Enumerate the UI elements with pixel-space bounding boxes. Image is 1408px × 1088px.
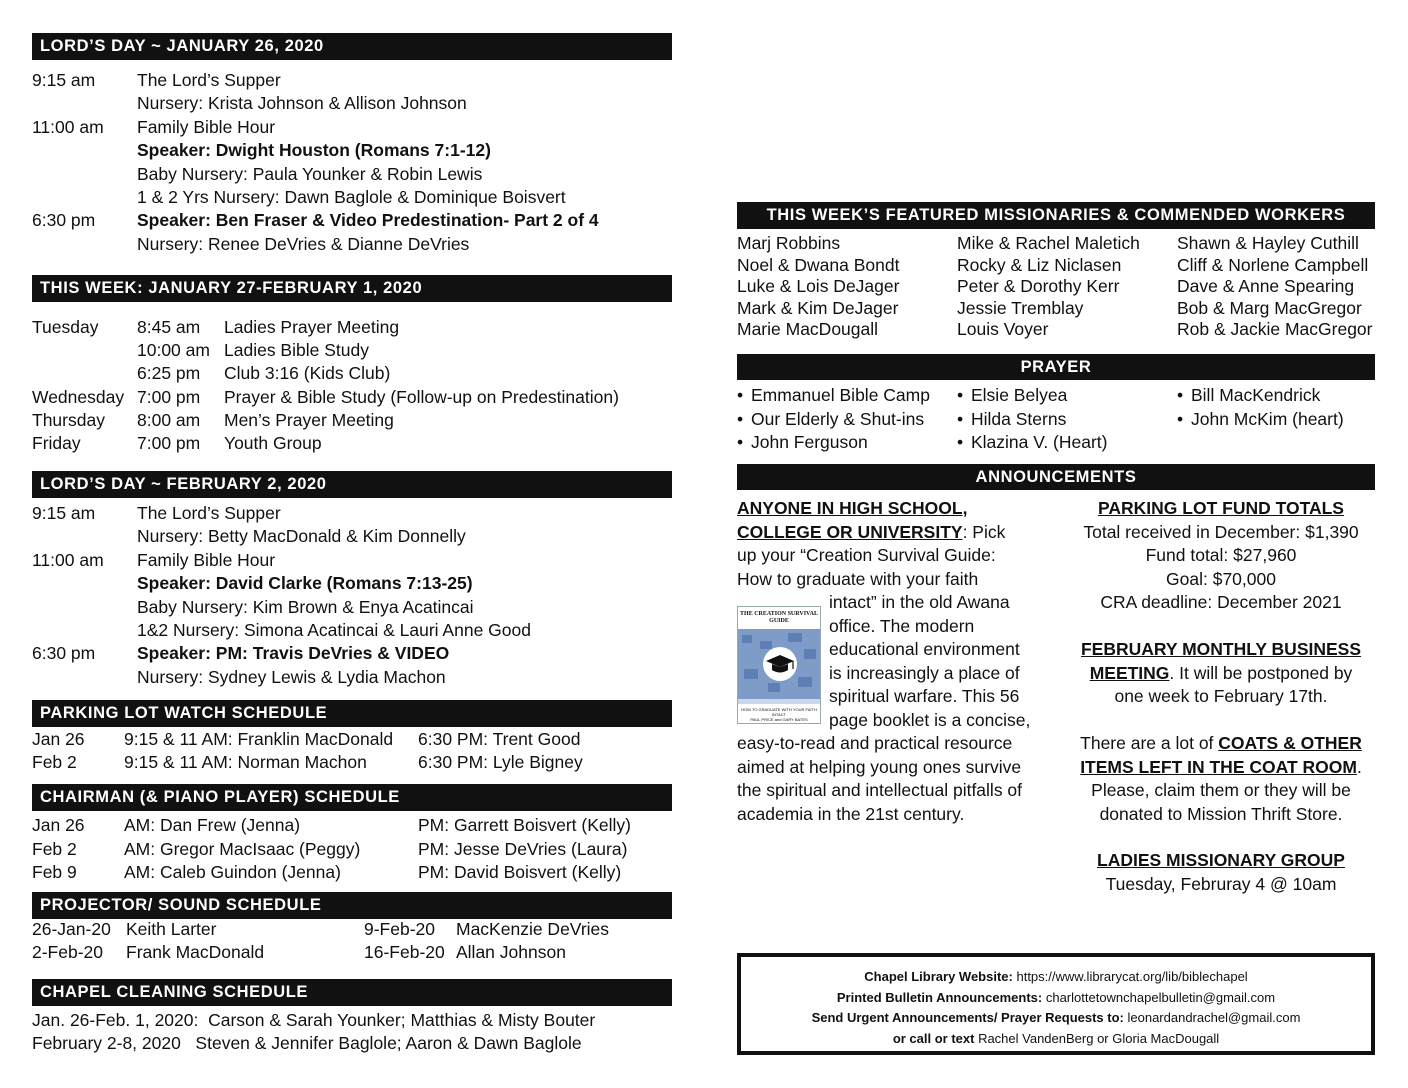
missionary-name: Jessie Tremblay xyxy=(957,297,1084,318)
chairman-pm: PM: David Boisvert (Kelly) xyxy=(418,862,622,882)
prayer-item: • Our Elderly & Shut-ins xyxy=(737,408,930,432)
parking-fund-line: CRA deadline: December 2021 xyxy=(1100,592,1342,612)
highschool-line: office. The modern xyxy=(829,615,975,636)
chairman-date: Feb 9 xyxy=(32,862,77,882)
parking-watch-header: PARKING LOT WATCH SCHEDULE xyxy=(32,700,672,727)
schedule-time: 6:30 pm xyxy=(32,210,96,231)
book-authors: PAUL PRICE and GARY BATES xyxy=(738,717,820,724)
chairman-header: CHAIRMAN (& PIANO PLAYER) SCHEDULE xyxy=(32,784,672,811)
schedule-item: Nursery: Sydney Lewis & Lydia Machon xyxy=(137,666,446,687)
highschool-line: up your “Creation Survival Guide: xyxy=(737,545,996,565)
this-week-header: THIS WEEK: JANUARY 27-FEBRUARY 1, 2020 xyxy=(32,275,672,302)
prayer-col-3 xyxy=(1177,384,1344,431)
highschool-beside-image xyxy=(829,591,1030,732)
parking-fund-announcement xyxy=(1066,497,1376,615)
highschool-line: academia in the 21st century. xyxy=(737,803,965,824)
creation-survival-guide-book-image xyxy=(737,606,821,724)
coats-text: . xyxy=(1356,756,1362,777)
business-meeting-announcement xyxy=(1066,638,1376,709)
schedule-time: 6:30 pm xyxy=(32,643,96,664)
call-contacts: Rachel VandenBerg or Gloria MacDougall xyxy=(974,1030,1220,1046)
chairman-pm: PM: Garrett Boisvert (Kelly) xyxy=(418,815,631,835)
highschool-line: aimed at helping young ones survive xyxy=(737,756,1022,777)
missionary-name: Shawn & Hayley Cuthill xyxy=(1177,233,1359,253)
missionary-name: Dave & Anne Spearing xyxy=(1177,276,1355,296)
parking-fund-heading: PARKING LOT FUND TOTALS xyxy=(1098,498,1344,518)
lords-day-1-header: LORD’S DAY ~ JANUARY 26, 2020 xyxy=(32,33,672,60)
highschool-line: How to graduate with your faith xyxy=(737,568,979,589)
week-time: 7:00 pm xyxy=(137,433,201,453)
week-time: 8:45 am xyxy=(137,317,201,337)
cleaning-header: CHAPEL CLEANING SCHEDULE xyxy=(32,979,672,1006)
graduation-cap-icon xyxy=(738,629,821,699)
highschool-line: page booklet is a concise, xyxy=(829,709,1031,730)
projector-name: MacKenzie DeVries xyxy=(456,919,610,939)
highschool-heading-2: COLLEGE OR UNIVERSITY xyxy=(737,521,963,542)
schedule-item: Family Bible Hour xyxy=(137,116,276,137)
ladies-group-text: Tuesday, Februray 4 @ 10am xyxy=(1105,873,1337,894)
business-meeting-heading-2: MEETING xyxy=(1089,662,1170,683)
parking-date: Jan 26 xyxy=(32,729,85,749)
ladies-group-announcement xyxy=(1066,849,1376,896)
contact-info-box xyxy=(737,953,1375,1055)
parking-fund-line: Total received in December: $1,390 xyxy=(1083,521,1359,542)
projector-name: Keith Larter xyxy=(126,919,217,939)
coats-heading-2: ITEMS LEFT IN THE COAT ROOM xyxy=(1080,756,1357,777)
missionary-name: Rob & Jackie MacGregor xyxy=(1177,319,1373,339)
schedule-item: Nursery: Betty MacDonald & Kim Donnelly xyxy=(137,526,466,547)
week-time: 6:25 pm xyxy=(137,363,201,384)
prayer-item: • Bill MacKendrick xyxy=(1177,384,1344,408)
library-url[interactable]: https://www.librarycat.org/lib/biblechapel xyxy=(1012,969,1248,984)
announcements-header: ANNOUNCEMENTS xyxy=(737,464,1375,490)
prayer-item: • Hilda Sterns xyxy=(957,408,1108,432)
week-day: Wednesday xyxy=(32,386,125,407)
prayer-item: • Elsie Belyea xyxy=(957,384,1108,408)
highschool-announcement xyxy=(737,497,1057,591)
schedule-item: Nursery: Krista Johnson & Allison Johnson xyxy=(137,93,467,114)
schedule-time: 9:15 am xyxy=(32,70,96,90)
ladies-group-heading: LADIES MISSIONARY GROUP xyxy=(1097,850,1345,870)
prayer-header: PRAYER xyxy=(737,354,1375,380)
urgent-email[interactable]: leonardandrachel@gmail.com xyxy=(1123,1010,1301,1025)
highschool-line: the spiritual and intellectual pitfalls of xyxy=(737,780,1023,800)
highschool-heading-1: ANYONE IN HIGH SCHOOL, xyxy=(737,498,968,518)
missionary-name: Peter & Dorothy Kerr xyxy=(957,276,1120,296)
speaker-line: Speaker: PM: Travis DeVries & VIDEO xyxy=(137,643,450,664)
week-time: 10:00 am xyxy=(137,340,210,361)
prayer-col-2 xyxy=(957,384,1108,455)
week-event: Club 3:16 (Kids Club) xyxy=(224,363,391,384)
bulletin-label: Printed Bulletin Announcements: xyxy=(836,989,1043,1005)
highschool-line: spiritual warfare. This 56 xyxy=(829,686,1020,706)
prayer-item: • Klazina V. (Heart) xyxy=(957,431,1108,455)
highschool-line: intact” in the old Awana xyxy=(829,592,1010,612)
coats-text: Please, claim them or they will be xyxy=(1091,780,1351,800)
chairman-date: Jan 26 xyxy=(32,815,85,835)
chairman-pm: PM: Jesse DeVries (Laura) xyxy=(418,838,628,859)
schedule-item: The Lord’s Supper xyxy=(137,70,281,90)
missionaries-col-1 xyxy=(737,233,899,341)
coats-text: There are a lot of xyxy=(1080,733,1219,753)
missionary-name: Bob & Marg MacGregor xyxy=(1177,297,1362,318)
highschool-after-image xyxy=(737,732,1022,826)
library-label: Chapel Library Website: xyxy=(864,969,1013,984)
parking-pm: 6:30 PM: Lyle Bigney xyxy=(418,752,583,772)
call-label: or call or text xyxy=(892,1030,975,1046)
projector-header: PROJECTOR/ SOUND SCHEDULE xyxy=(32,892,672,919)
projector-date: 26-Jan-20 xyxy=(32,919,111,939)
coats-text: donated to Mission Thrift Store. xyxy=(1099,803,1343,824)
bulletin-email[interactable]: charlottetownchapelbulletin@gmail.com xyxy=(1042,989,1276,1005)
week-event: Ladies Bible Study xyxy=(224,340,369,361)
missionary-name: Luke & Lois DeJager xyxy=(737,276,900,296)
chairman-am: AM: Dan Frew (Jenna) xyxy=(124,815,301,835)
prayer-item: • John McKim (heart) xyxy=(1177,408,1344,432)
schedule-item: Baby Nursery: Kim Brown & Enya Acatincai xyxy=(137,596,474,617)
missionary-name: Noel & Dwana Bondt xyxy=(737,254,900,275)
highschool-line: is increasingly a place of xyxy=(829,662,1020,683)
projector-name: Allan Johnson xyxy=(456,942,566,962)
chairman-am: AM: Gregor MacIsaac (Peggy) xyxy=(124,838,361,859)
projector-date: 2-Feb-20 xyxy=(32,942,104,962)
week-day: Friday xyxy=(32,433,81,453)
missionary-name: Mark & Kim DeJager xyxy=(737,297,899,318)
week-event: Prayer & Bible Study (Follow-up on Predestination) xyxy=(224,386,619,407)
book-subtitle: HOW TO GRADUATE WITH YOUR FAITH INTACT xyxy=(738,704,820,717)
prayer-col-1 xyxy=(737,384,930,455)
schedule-item: Baby Nursery: Paula Younker & Robin Lewis xyxy=(137,163,483,184)
schedule-item: 1 & 2 Yrs Nursery: Dawn Baglole & Dominique Boisvert xyxy=(137,187,566,207)
parking-date: Feb 2 xyxy=(32,752,77,772)
prayer-item: • Emmanuel Bible Camp xyxy=(737,384,930,408)
coats-heading-1: COATS & OTHER xyxy=(1218,733,1362,753)
missionaries-header: THIS WEEK’S FEATURED MISSIONARIES & COMMENDED WORKERS xyxy=(737,202,1375,229)
prayer-item: • John Ferguson xyxy=(737,431,930,455)
schedule-item: Nursery: Renee DeVries & Dianne DeVries xyxy=(137,233,470,254)
business-meeting-heading-1: FEBRUARY MONTHLY BUSINESS xyxy=(1080,639,1362,659)
parking-fund-line: Goal: $70,000 xyxy=(1166,568,1276,589)
week-event: Youth Group xyxy=(224,433,322,453)
missionary-name: Marie MacDougall xyxy=(737,319,879,339)
week-event: Men’s Prayer Meeting xyxy=(224,409,394,430)
week-time: 7:00 pm xyxy=(137,386,201,407)
speaker-line: Speaker: Ben Fraser & Video Predestination- Part 2 of 4 xyxy=(137,210,599,231)
week-event: Ladies Prayer Meeting xyxy=(224,317,400,337)
cleaning-line: February 2-8, 2020 Steven & Jennifer Baglole; Aaron & Dawn Baglole xyxy=(32,1033,582,1053)
cleaning-line: Jan. 26-Feb. 1, 2020: Carson & Sarah Younker; Matthias & Misty Bouter xyxy=(32,1010,596,1030)
parking-fund-line: Fund total: $27,960 xyxy=(1145,545,1297,565)
parking-am: 9:15 & 11 AM: Norman Machon xyxy=(124,752,367,772)
highschool-text-rest: : Pick xyxy=(962,521,1006,542)
business-meeting-text: . It will be postponed by xyxy=(1169,662,1353,683)
missionary-name: Louis Voyer xyxy=(957,319,1049,339)
schedule-item: 1&2 Nursery: Simona Acatincai & Lauri Anne Good xyxy=(137,620,531,640)
highschool-line: easy-to-read and practical resource xyxy=(737,733,1013,753)
schedule-time: 11:00 am xyxy=(32,116,104,137)
lords-day-2-header: LORD’S DAY ~ FEBRUARY 2, 2020 xyxy=(32,471,672,498)
missionaries-col-3 xyxy=(1177,233,1373,341)
projector-date: 16-Feb-20 xyxy=(364,942,445,962)
book-title: THE CREATION SURVIVAL GUIDE xyxy=(738,607,820,629)
week-day: Tuesday xyxy=(32,317,99,337)
chairman-am: AM: Caleb Guindon (Jenna) xyxy=(124,862,341,882)
schedule-time: 11:00 am xyxy=(32,549,104,570)
speaker-line: Speaker: David Clarke (Romans 7:13-25) xyxy=(137,573,473,594)
week-day: Thursday xyxy=(32,409,105,430)
schedule-item: The Lord’s Supper xyxy=(137,503,281,523)
missionary-name: Cliff & Norlene Campbell xyxy=(1177,254,1369,275)
business-meeting-text: one week to February 17th. xyxy=(1114,686,1328,706)
week-time: 8:00 am xyxy=(137,409,201,430)
missionary-name: Marj Robbins xyxy=(737,233,841,253)
projector-date: 9-Feb-20 xyxy=(364,919,436,939)
projector-name: Frank MacDonald xyxy=(126,942,265,962)
coats-announcement xyxy=(1066,732,1376,826)
parking-pm: 6:30 PM: Trent Good xyxy=(418,729,581,749)
chairman-date: Feb 2 xyxy=(32,838,77,859)
schedule-item: Family Bible Hour xyxy=(137,549,276,570)
missionary-name: Rocky & Liz Niclasen xyxy=(957,254,1122,275)
parking-am: 9:15 & 11 AM: Franklin MacDonald xyxy=(124,729,394,749)
schedule-time: 9:15 am xyxy=(32,503,96,523)
missionary-name: Mike & Rachel Maletich xyxy=(957,233,1140,253)
speaker-line: Speaker: Dwight Houston (Romans 7:1-12) xyxy=(137,140,491,161)
urgent-label: Send Urgent Announcements/ Prayer Requests to: xyxy=(811,1010,1124,1025)
missionaries-col-2 xyxy=(957,233,1140,341)
highschool-line: educational environment xyxy=(829,639,1020,659)
